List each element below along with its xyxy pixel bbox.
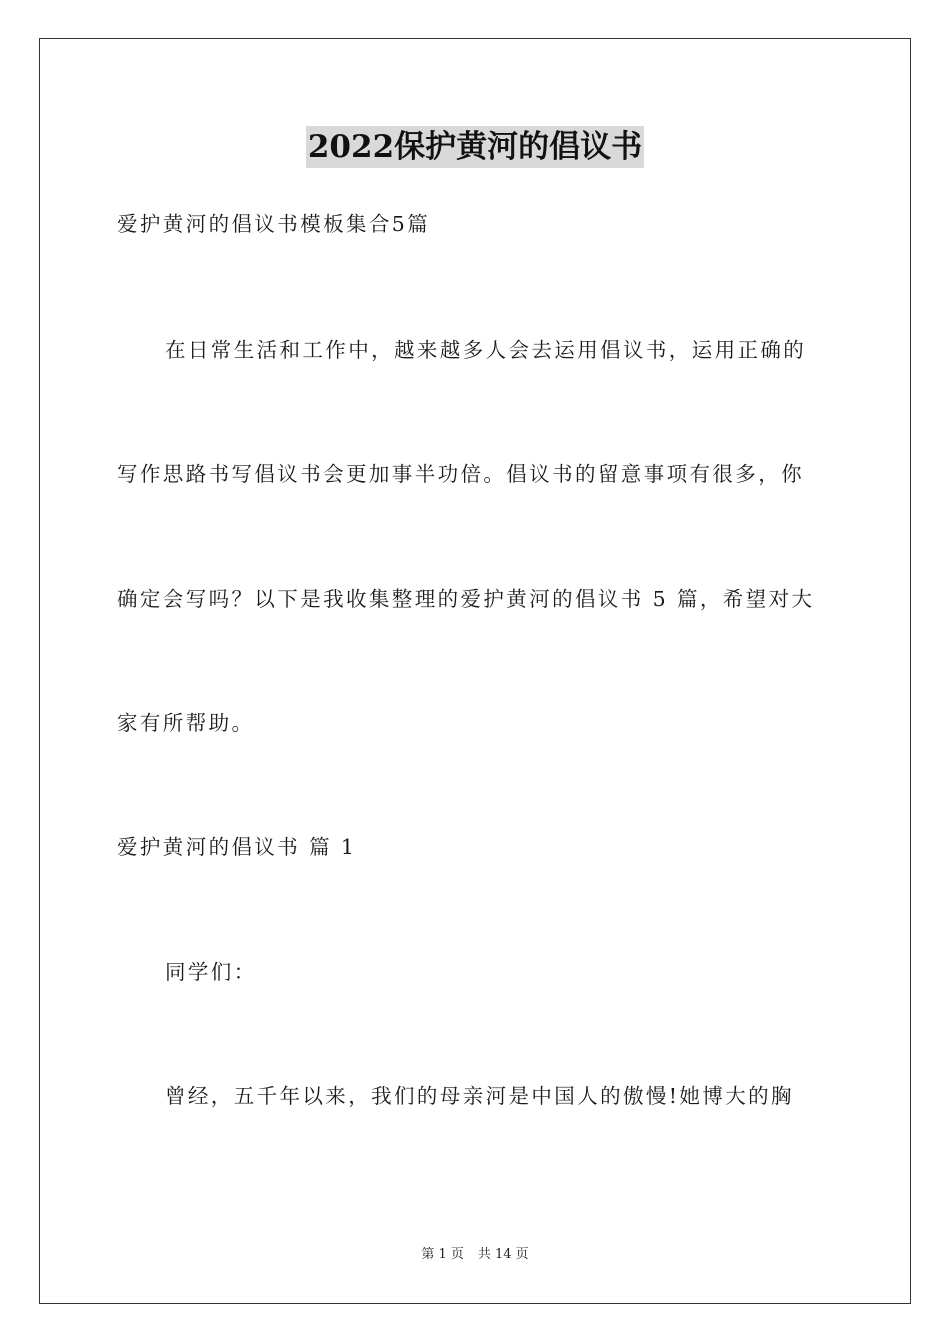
document-title: 2022保护黄河的倡议书 <box>306 126 644 168</box>
title-container <box>0 126 950 168</box>
page-footer <box>0 1246 950 1264</box>
page-number: 第 1 页 <box>421 1247 464 1262</box>
section-heading: 爱护黄河的倡议书 篇 1 <box>117 835 357 859</box>
body-line-1: 曾经，五千年以来，我们的母亲河是中国人的傲慢!她博大的胸 <box>165 1084 794 1108</box>
subtitle: 爱护黄河的倡议书模板集合5篇 <box>117 212 431 236</box>
intro-line-2: 写作思路书写倡议书会更加事半功倍。倡议书的留意事项有很多，你 <box>117 462 804 486</box>
intro-line-1: 在日常生活和工作中，越来越多人会去运用倡议书，运用正确的 <box>165 338 807 362</box>
greeting: 同学们： <box>165 960 257 984</box>
page-total: 共 14 页 <box>477 1247 529 1262</box>
intro-line-3: 确定会写吗？以下是我收集整理的爱护黄河的倡议书 5 篇，希望对大 <box>117 587 815 611</box>
intro-line-4: 家有所帮助。 <box>117 711 255 735</box>
